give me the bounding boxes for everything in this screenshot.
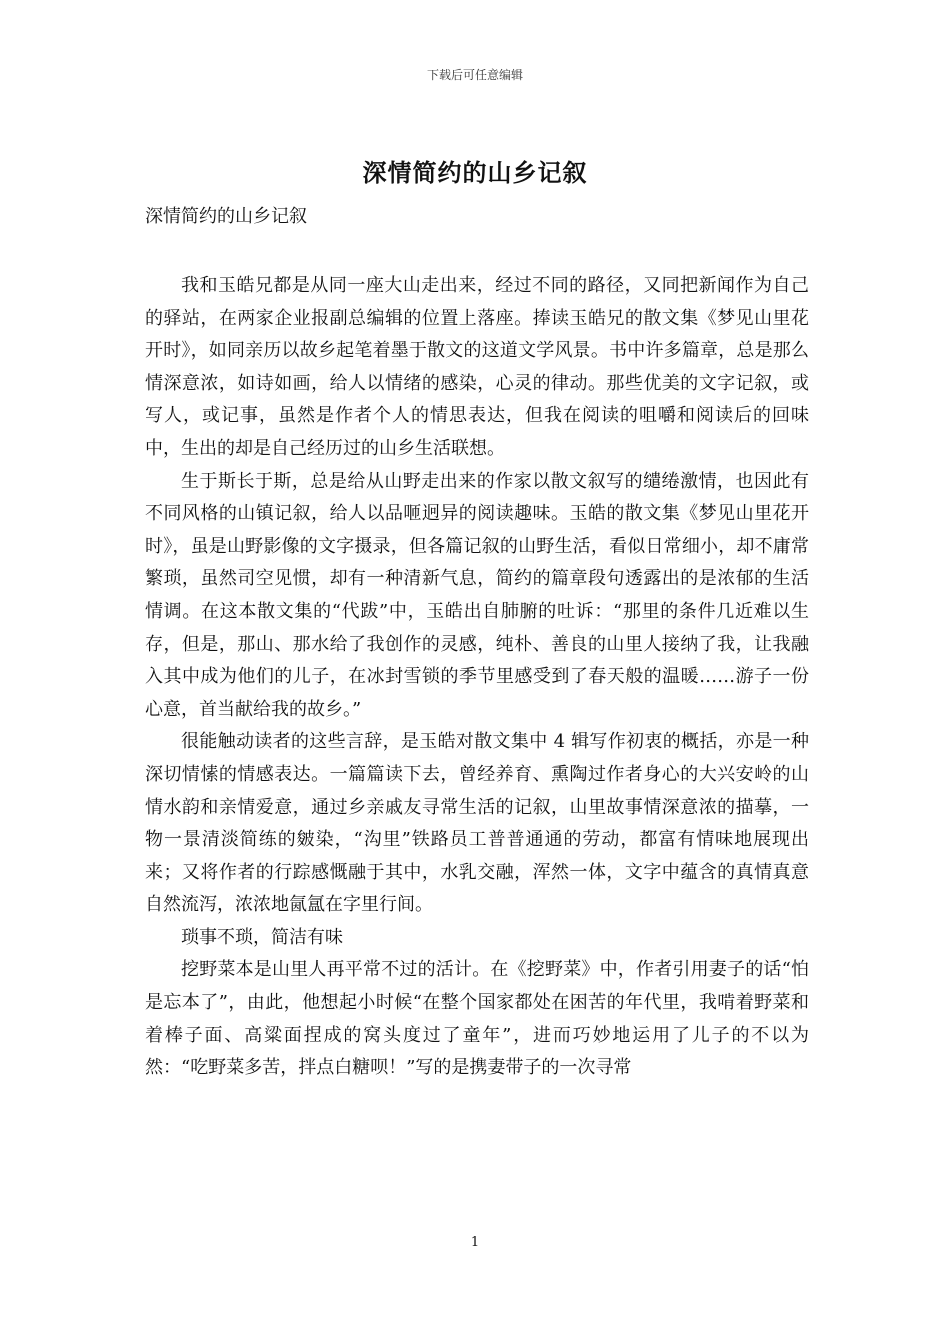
section-heading: 琐事不琐，简洁有味 [181,926,343,948]
document-title: 深情简约的山乡记叙 [362,158,588,187]
body-paragraph: 很能触动读者的这些言辞，是玉皓对散文集中 4 辑写作初衷的概括，亦是一种深切情愫的情感表达。一篇篇读下去，曾经养育、熏陶过作者身心的大兴安岭的山情水韵和亲情爱意，通过乡亲戚友寻常生活的记叙，山里故事情深意浓的描摹，一物一景清淡简练的皴染，“沟里”铁路员工普普通通的劳动，都富有情味地展现出来；又将作者的行踪感慨融于其中，水乳交融，浑然一体，文字中蕴含的真情真意自然流泻，浓浓地氤氲在字里行间。 [145,731,809,916]
body-paragraph: 生于斯长于斯，总是给从山野走出来的作家以散文叙写的缱绻激情，也因此有不同风格的山镇记叙，给人以品咂迥异的阅读趣味。玉皓的散文集《梦见山里花开时》，虽是山野影像的文字摄录，但各篇记叙的山野生活，看似日常细小，却不庸常繁琐，虽然司空见惯，却有一种清新气息，简约的篇章段句透露出的是浓郁的生活情调。在这本散文集的“代跋”中，玉皓出自肺腑的吐诉：“那里的条件几近难以生存，但是，那山、那水给了我创作的灵感，纯朴、善良的山里人接纳了我，让我融入其中成为他们的儿子，在冰封雪锁的季节里感受到了春天般的温暖……游子一份心意，首当献给我的故乡。” [145,470,809,720]
body-paragraph: 我和玉皓兄都是从同一座大山走出来，经过不同的路径，又同把新闻作为自己的驿站，在两家企业报副总编辑的位置上落座。捧读玉皓兄的散文集《梦见山里花开时》，如同亲历以故乡起笔着墨于散文的这道文学风景。书中许多篇章，总是那么情深意浓，如诗如画，给人以情绪的感染，心灵的律动。那些优美的文字记叙，或写人，或记事，虽然是作者个人的情思表达，但我在阅读的咀嚼和阅读后的回味中，生出的却是自己经历过的山乡生活联想。 [145,275,809,459]
page-number: 1 [470,1235,480,1250]
document-subtitle: 深情简约的山乡记叙 [145,206,307,227]
page-header-note: 下载后可任意编辑 [426,68,523,82]
body-paragraph: 挖野菜本是山里人再平常不过的活计。在《挖野菜》中，作者引用妻子的话“怕是忘本了”，由此，他想起小时候“在整个国家都处在困苦的年代里，我啃着野菜和着棒子面、高粱面捏成的窝头度过了童年”，进而巧妙地运用了儿子的不以为然：“吃野菜多苦，拌点白糖呗！”写的是携妻带子的一次寻常 [145,959,809,1079]
document-body [145,270,809,1085]
